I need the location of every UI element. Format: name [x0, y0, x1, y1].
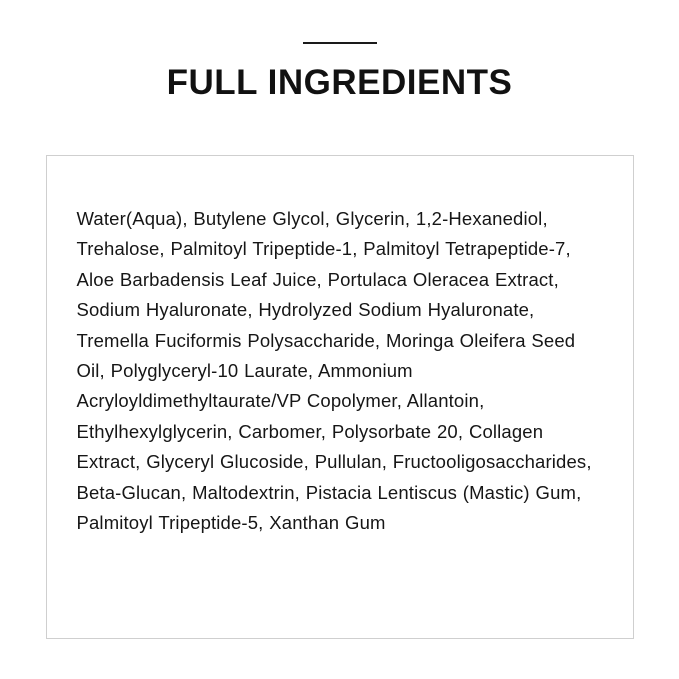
ingredients-text: Water(Aqua), Butylene Glycol, Glycerin, 1,2-Hexanediol, Trehalose, Palmitoyl Tripeptide-1, Palmitoyl Tetrapeptide-7, Aloe Barbadensis Leaf Juice, Portulaca Oleracea Extract, Sodium Hyaluronate, Hydrolyzed Sodium Hyaluronate, Tremella Fuciformis Polysaccharide, Moringa Oleifera Seed Oil, Polyglyceryl-10 Laurate, Ammonium Acryloyldimethyltaurate/VP Copolymer, Allantoin, Ethylhexylglycerin, Carbomer, Polysorbate 20, Collagen Extract, Glyceryl Glucoside, Pullulan, Fructooligosaccharides, Beta-Glucan, Maltodextrin, Pistacia Lentiscus (Mastic) Gum, Palmitoyl Tripeptide-5, Xanthan Gum [76, 207, 598, 533]
ingredients-panel [46, 155, 634, 639]
title-divider-rule [303, 42, 377, 44]
page-title: FULL INGREDIENTS [166, 63, 513, 102]
